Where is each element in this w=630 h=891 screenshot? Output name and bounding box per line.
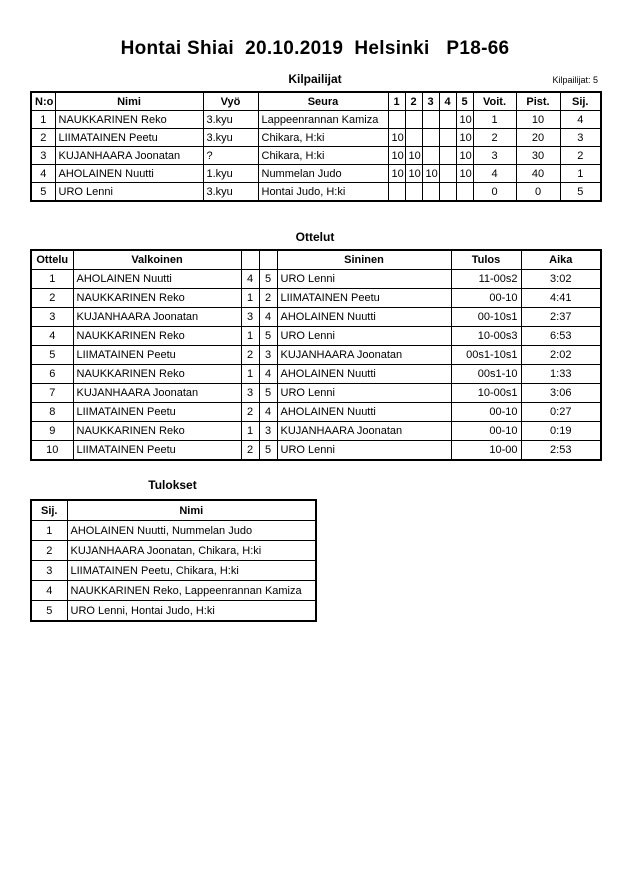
col-header-club: Seura	[258, 92, 388, 111]
competitor-belt-cell: 3.kyu	[203, 111, 258, 129]
result-place-cell: 5	[31, 601, 67, 622]
competitor-name-cell: AHOLAINEN Nuutti	[55, 165, 203, 183]
competitor-club-cell: Chikara, H:ki	[258, 147, 388, 165]
results-section-header	[30, 476, 315, 494]
wins-cell: 2	[473, 129, 516, 147]
results-heading: Tulokset	[148, 478, 197, 492]
result-cell: 10-00s1	[451, 384, 521, 403]
result-cell: 00-10	[451, 403, 521, 422]
result-cell: 00-10s1	[451, 308, 521, 327]
col-header-name: Nimi	[55, 92, 203, 111]
competitors-section-header	[30, 70, 600, 86]
white-number-cell: 1	[241, 365, 259, 384]
match-no-cell: 9	[31, 422, 73, 441]
result-cell: 00-10	[451, 289, 521, 308]
blue-player-cell: AHOLAINEN Nuutti	[277, 403, 451, 422]
table-row	[31, 165, 601, 183]
score-cell-3	[422, 147, 439, 165]
points-cell: 0	[516, 183, 560, 202]
results-header-row	[31, 500, 316, 521]
match-no-cell: 6	[31, 365, 73, 384]
result-place-cell: 2	[31, 541, 67, 561]
time-cell: 1:33	[521, 365, 601, 384]
wins-cell: 3	[473, 147, 516, 165]
table-row	[31, 541, 316, 561]
page-title: Hontai Shiai 20.10.2019 Helsinki P18-66	[120, 38, 510, 59]
blue-player-cell: URO Lenni	[277, 327, 451, 346]
match-no-cell: 3	[31, 308, 73, 327]
table-row	[31, 129, 601, 147]
match-no-cell: 8	[31, 403, 73, 422]
white-number-cell: 1	[241, 327, 259, 346]
competitor-no-cell: 2	[31, 129, 55, 147]
white-number-cell: 4	[241, 270, 259, 289]
score-cell-4	[439, 165, 456, 183]
place-cell: 4	[560, 111, 601, 129]
results-table	[30, 499, 317, 622]
table-row	[31, 581, 316, 601]
table-row	[31, 346, 601, 365]
matches-table	[30, 249, 602, 461]
table-row	[31, 521, 316, 541]
time-cell: 3:06	[521, 384, 601, 403]
white-number-cell: 1	[241, 289, 259, 308]
col-header-no: N:o	[31, 92, 55, 111]
result-name-cell: KUJANHAARA Joonatan, Chikara, H:ki	[67, 541, 316, 561]
time-cell: 4:41	[521, 289, 601, 308]
score-cell-4	[439, 129, 456, 147]
place-cell: 5	[560, 183, 601, 202]
competitor-belt-cell: ?	[203, 147, 258, 165]
white-player-cell: LIIMATAINEN Peetu	[73, 441, 241, 461]
time-cell: 0:27	[521, 403, 601, 422]
blue-number-cell: 4	[259, 365, 277, 384]
col-header-round-3: 3	[422, 92, 439, 111]
table-row	[31, 365, 601, 384]
time-cell: 2:02	[521, 346, 601, 365]
time-cell: 3:02	[521, 270, 601, 289]
col-header-round-4: 4	[439, 92, 456, 111]
table-row	[31, 111, 601, 129]
result-cell: 00-10	[451, 422, 521, 441]
matches-header-row	[31, 250, 601, 270]
table-row	[31, 384, 601, 403]
table-row	[31, 147, 601, 165]
blue-player-cell: URO Lenni	[277, 270, 451, 289]
white-number-cell: 2	[241, 346, 259, 365]
blue-number-cell: 5	[259, 270, 277, 289]
competitor-club-cell: Chikara, H:ki	[258, 129, 388, 147]
score-cell-1: 10	[388, 147, 405, 165]
col-header-time: Aika	[521, 250, 601, 270]
white-player-cell: KUJANHAARA Joonatan	[73, 384, 241, 403]
col-header-place: Sij.	[560, 92, 601, 111]
score-cell-1: 10	[388, 129, 405, 147]
table-row	[31, 270, 601, 289]
score-cell-3	[422, 183, 439, 202]
white-number-cell: 2	[241, 441, 259, 461]
time-cell: 6:53	[521, 327, 601, 346]
matches-heading: Ottelut	[295, 230, 335, 244]
white-player-cell: AHOLAINEN Nuutti	[73, 270, 241, 289]
result-name-cell: NAUKKARINEN Reko, Lappeenrannan Kamiza	[67, 581, 316, 601]
competitor-club-cell: Hontai Judo, H:ki	[258, 183, 388, 202]
blue-number-cell: 4	[259, 403, 277, 422]
match-no-cell: 7	[31, 384, 73, 403]
competitor-no-cell: 1	[31, 111, 55, 129]
blue-player-cell: LIIMATAINEN Peetu	[277, 289, 451, 308]
white-player-cell: LIIMATAINEN Peetu	[73, 346, 241, 365]
result-cell: 10-00s3	[451, 327, 521, 346]
competitor-belt-cell: 1.kyu	[203, 165, 258, 183]
competitors-heading: Kilpailijat	[288, 72, 342, 86]
col-header-round-5: 5	[456, 92, 473, 111]
score-cell-2	[405, 183, 422, 202]
competitor-no-cell: 4	[31, 165, 55, 183]
place-cell: 2	[560, 147, 601, 165]
white-player-cell: NAUKKARINEN Reko	[73, 327, 241, 346]
table-row	[31, 441, 601, 461]
score-cell-2: 10	[405, 165, 422, 183]
col-header-blue: Sininen	[277, 250, 451, 270]
col-header-blue-no	[259, 250, 277, 270]
competitor-name-cell: KUJANHAARA Joonatan	[55, 147, 203, 165]
table-row	[31, 327, 601, 346]
score-cell-4	[439, 147, 456, 165]
white-number-cell: 3	[241, 384, 259, 403]
col-header-white: Valkoinen	[73, 250, 241, 270]
competitor-no-cell: 3	[31, 147, 55, 165]
time-cell: 2:37	[521, 308, 601, 327]
col-header-match: Ottelu	[31, 250, 73, 270]
blue-number-cell: 3	[259, 422, 277, 441]
competitor-name-cell: LIIMATAINEN Peetu	[55, 129, 203, 147]
result-name-cell: LIIMATAINEN Peetu, Chikara, H:ki	[67, 561, 316, 581]
blue-number-cell: 5	[259, 441, 277, 461]
table-row	[31, 289, 601, 308]
blue-number-cell: 5	[259, 327, 277, 346]
result-cell: 00s1-10s1	[451, 346, 521, 365]
col-header-name: Nimi	[67, 500, 316, 521]
competitor-name-cell: NAUKKARINEN Reko	[55, 111, 203, 129]
table-row	[31, 601, 316, 622]
col-header-round-1: 1	[388, 92, 405, 111]
points-cell: 10	[516, 111, 560, 129]
result-place-cell: 1	[31, 521, 67, 541]
matches-section-header	[30, 228, 600, 244]
match-no-cell: 10	[31, 441, 73, 461]
match-no-cell: 2	[31, 289, 73, 308]
blue-number-cell: 5	[259, 384, 277, 403]
score-cell-4	[439, 111, 456, 129]
white-number-cell: 1	[241, 422, 259, 441]
score-cell-5: 10	[456, 147, 473, 165]
white-number-cell: 3	[241, 308, 259, 327]
score-cell-1	[388, 183, 405, 202]
result-name-cell: URO Lenni, Hontai Judo, H:ki	[67, 601, 316, 622]
col-header-place: Sij.	[31, 500, 67, 521]
result-cell: 11-00s2	[451, 270, 521, 289]
col-header-white-no	[241, 250, 259, 270]
blue-player-cell: AHOLAINEN Nuutti	[277, 308, 451, 327]
competitor-club-cell: Nummelan Judo	[258, 165, 388, 183]
competitor-no-cell: 5	[31, 183, 55, 202]
white-player-cell: NAUKKARINEN Reko	[73, 365, 241, 384]
score-cell-5: 10	[456, 111, 473, 129]
place-cell: 1	[560, 165, 601, 183]
score-cell-3	[422, 129, 439, 147]
score-cell-5	[456, 183, 473, 202]
competitors-table	[30, 91, 602, 202]
white-player-cell: KUJANHAARA Joonatan	[73, 308, 241, 327]
competitors-header-row	[31, 92, 601, 111]
score-cell-2	[405, 111, 422, 129]
wins-cell: 0	[473, 183, 516, 202]
points-cell: 40	[516, 165, 560, 183]
table-row	[31, 403, 601, 422]
white-player-cell: NAUKKARINEN Reko	[73, 422, 241, 441]
competitor-belt-cell: 3.kyu	[203, 129, 258, 147]
table-row	[31, 422, 601, 441]
blue-player-cell: URO Lenni	[277, 441, 451, 461]
white-number-cell: 2	[241, 403, 259, 422]
result-name-cell: AHOLAINEN Nuutti, Nummelan Judo	[67, 521, 316, 541]
points-cell: 20	[516, 129, 560, 147]
time-cell: 0:19	[521, 422, 601, 441]
blue-number-cell: 4	[259, 308, 277, 327]
col-header-points: Pist.	[516, 92, 560, 111]
score-cell-2	[405, 129, 422, 147]
blue-number-cell: 3	[259, 346, 277, 365]
competitors-count: Kilpailijat: 5	[552, 75, 598, 85]
score-cell-1	[388, 111, 405, 129]
table-row	[31, 308, 601, 327]
result-cell: 00s1-10	[451, 365, 521, 384]
place-cell: 3	[560, 129, 601, 147]
result-place-cell: 4	[31, 581, 67, 601]
score-cell-4	[439, 183, 456, 202]
competitor-name-cell: URO Lenni	[55, 183, 203, 202]
col-header-belt: Vyö	[203, 92, 258, 111]
col-header-wins: Voit.	[473, 92, 516, 111]
score-cell-2: 10	[405, 147, 422, 165]
result-cell: 10-00	[451, 441, 521, 461]
blue-player-cell: URO Lenni	[277, 384, 451, 403]
competitor-belt-cell: 3.kyu	[203, 183, 258, 202]
table-row	[31, 183, 601, 202]
score-cell-1: 10	[388, 165, 405, 183]
col-header-result: Tulos	[451, 250, 521, 270]
score-cell-3: 10	[422, 165, 439, 183]
blue-number-cell: 2	[259, 289, 277, 308]
score-cell-5: 10	[456, 129, 473, 147]
score-cell-3	[422, 111, 439, 129]
competitor-club-cell: Lappeenrannan Kamiza	[258, 111, 388, 129]
points-cell: 30	[516, 147, 560, 165]
blue-player-cell: AHOLAINEN Nuutti	[277, 365, 451, 384]
white-player-cell: LIIMATAINEN Peetu	[73, 403, 241, 422]
match-no-cell: 5	[31, 346, 73, 365]
score-cell-5: 10	[456, 165, 473, 183]
wins-cell: 1	[473, 111, 516, 129]
match-no-cell: 4	[31, 327, 73, 346]
blue-player-cell: KUJANHAARA Joonatan	[277, 346, 451, 365]
white-player-cell: NAUKKARINEN Reko	[73, 289, 241, 308]
wins-cell: 4	[473, 165, 516, 183]
table-row	[31, 561, 316, 581]
sheet-content	[30, 38, 600, 622]
col-header-round-2: 2	[405, 92, 422, 111]
result-place-cell: 3	[31, 561, 67, 581]
blue-player-cell: KUJANHAARA Joonatan	[277, 422, 451, 441]
time-cell: 2:53	[521, 441, 601, 461]
match-no-cell: 1	[31, 270, 73, 289]
